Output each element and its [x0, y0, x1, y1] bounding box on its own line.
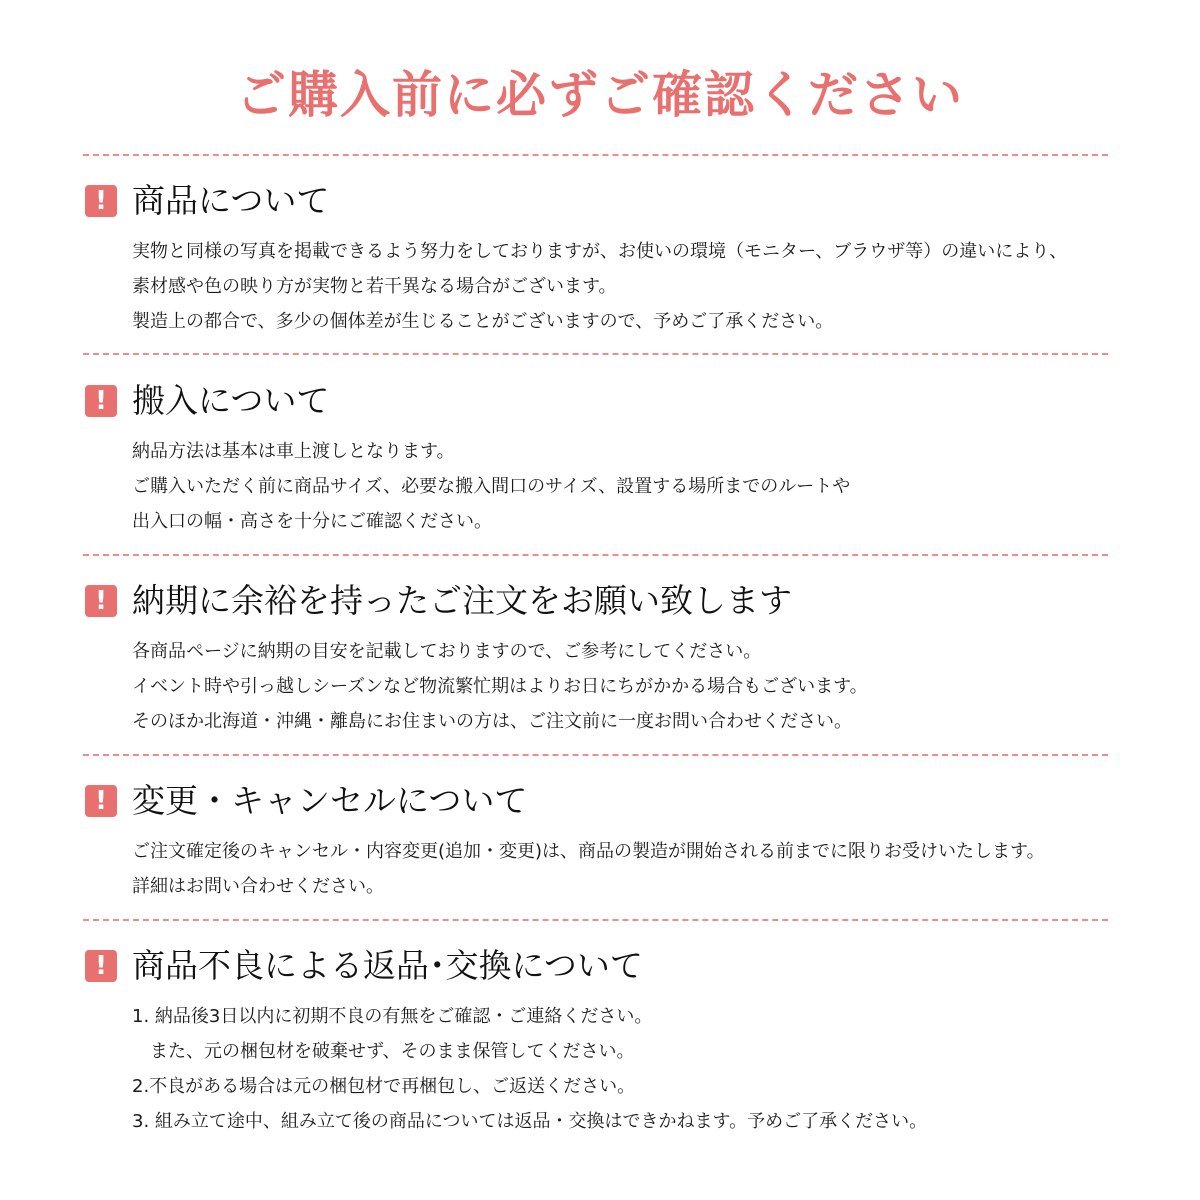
body-line: 実物と同様の写真を掲載できるよう努力をしておりますが、お使いの環境（モニター、ブラウザ等）の違いにより、	[132, 241, 1068, 262]
divider	[83, 353, 1108, 355]
section-heading-cancel	[85, 781, 527, 821]
body-line: 素材感や色の映り方が実物と若干異なる場合がございます。	[132, 276, 617, 297]
body-line: 製造上の都合で、多少の個体差が生じることがございますので、予めご了承ください。	[132, 311, 834, 332]
body-line: ご注文確定後のキャンセル・内容変更(追加・変更)は、商品の製造が開始される前までに限りお受けいたします。	[132, 841, 1045, 862]
divider	[83, 754, 1108, 756]
body-line: 各商品ページに納期の目安を記載しておりますので、ご参考にしてください。	[132, 641, 762, 662]
section-body-product	[132, 234, 1067, 339]
body-line: 詳細はお問い合わせください。	[132, 876, 384, 897]
body-line: そのほか北海道・沖縄・離島にお住まいの方は、ご注文前に一度お問い合わせください。	[132, 711, 852, 732]
heading-text: 搬入について	[132, 381, 330, 420]
exclamation-icon: !	[85, 385, 117, 417]
body-line: 納品方法は基本は車上渡しとなります。	[132, 441, 455, 462]
exclamation-icon: !	[85, 785, 117, 817]
exclamation-icon: !	[85, 185, 117, 217]
exclamation-icon: !	[85, 950, 117, 982]
section-heading-lead-time	[85, 581, 792, 621]
exclamation-icon: !	[85, 585, 117, 617]
section-heading-delivery	[85, 381, 329, 421]
divider	[83, 554, 1108, 556]
heading-text: 納期に余裕を持ったご注文をお願い致します	[132, 581, 792, 620]
divider	[83, 919, 1108, 921]
section-body-delivery	[132, 434, 850, 539]
body-line: イベント時や引っ越しシーズンなど物流繁忙期はよりお日にちがかかる場合もございます。	[132, 676, 868, 697]
body-line: 3. 組み立て途中、組み立て後の商品については返品・交換はできかねます。予めご了承ください。	[132, 1111, 928, 1132]
body-line: 1. 納品後3日以内に初期不良の有無をご確認・ご連絡ください。	[132, 1006, 653, 1027]
heading-text: 変更・キャンセルについて	[132, 781, 528, 820]
heading-text: 商品について	[132, 181, 330, 220]
body-line: 出入口の幅・高さを十分にご確認ください。	[132, 511, 492, 532]
section-body-returns	[132, 999, 927, 1139]
section-heading-returns	[85, 946, 643, 986]
section-body-cancel	[132, 834, 1045, 904]
section-body-lead-time	[132, 634, 868, 739]
body-line: また、元の梱包材を破棄せず、そのまま保管してください。	[150, 1041, 635, 1062]
section-heading-product	[85, 181, 329, 221]
divider	[83, 154, 1108, 156]
page-title: ご購入前に必ずご確認ください	[236, 66, 964, 124]
heading-text: 商品不良による返品･交換について	[132, 946, 643, 985]
body-line: 2.不良がある場合は元の梱包材で再梱包し、ご返送ください。	[132, 1076, 636, 1097]
body-line: ご購入いただく前に商品サイズ、必要な搬入間口のサイズ、設置する場所までのルートや	[132, 476, 851, 497]
